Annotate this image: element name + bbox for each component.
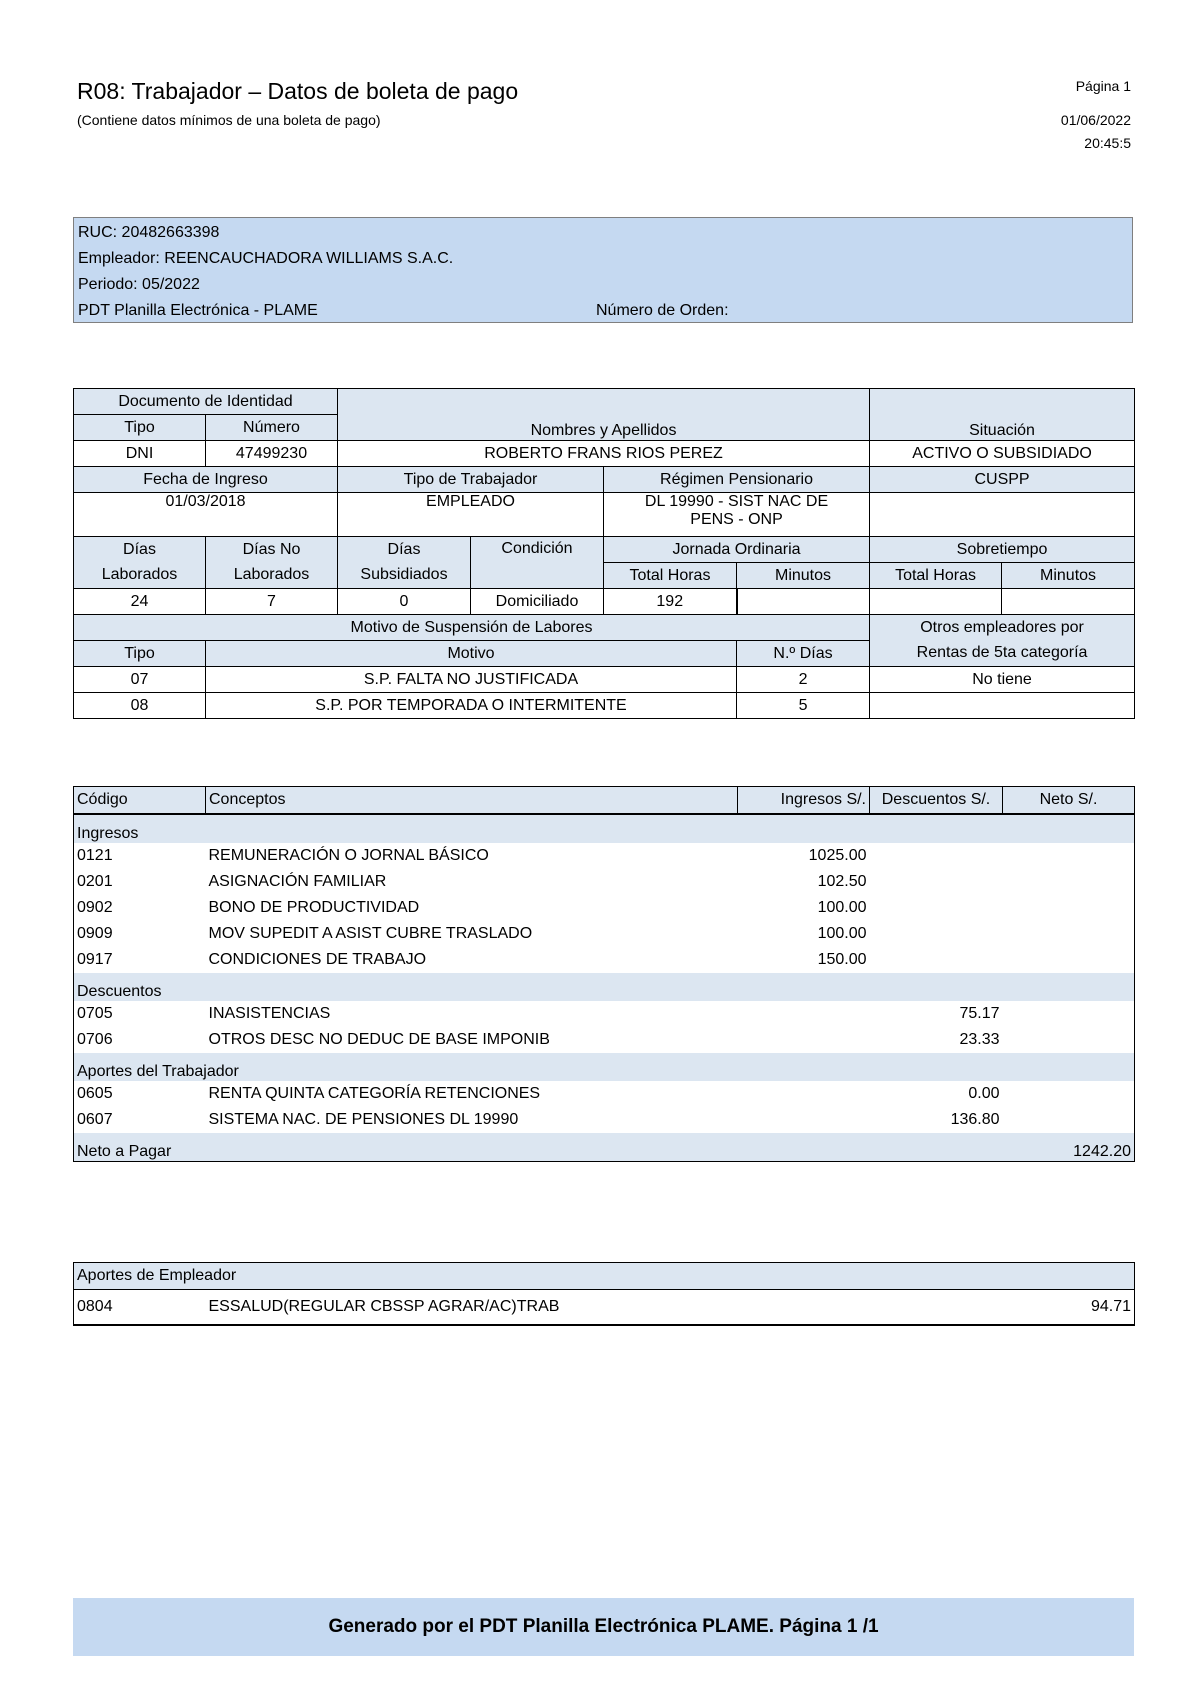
concept-code: 0121 [77,847,113,864]
otros-empleadores-header-2: Rentas de 5ta categoría [870,641,1135,667]
suspension-motivo-header: Motivo [206,641,737,667]
doc-tipo-value: DNI [74,441,206,467]
concept-code: 0201 [77,873,113,890]
jornada-horas-value: 192 [604,589,737,615]
concept-code: 0607 [77,1111,113,1128]
suspension-tipo-value: 07 [74,667,206,693]
concept-name: OTROS DESC NO DEDUC DE BASE IMPONIB [208,1031,550,1048]
regimen-header: Régimen Pensionario [604,467,870,493]
report-date: 01/06/2022 [1060,112,1131,128]
jornada-header: Jornada Ordinaria [604,537,870,563]
employer-pdt: PDT Planilla Electrónica - PLAME [78,302,318,319]
doc-numero-value: 47499230 [206,441,338,467]
fecha-ingreso-header: Fecha de Ingreso [74,467,338,493]
aportes-empleador-label: Aportes de Empleador [74,1263,1135,1290]
fecha-ingreso-value: 01/03/2018 [74,493,338,537]
descuento-amount: 23.33 [959,1031,1000,1048]
situacion-value: ACTIVO O SUBSIDIADO [870,441,1135,467]
cuspp-header: CUSPP [870,467,1135,493]
sobretiempo-horas-header: Total Horas [870,563,1002,589]
codigo-header: Código [74,787,206,815]
page-footer: Generado por el PDT Planilla Electrónica PLAME. Página 1 /1 [73,1598,1134,1656]
concept-code: 0909 [77,925,113,942]
names-header: Nombres y Apellidos [338,389,870,441]
suspension-motivo-value: S.P. POR TEMPORADA O INTERMITENTE [206,693,737,719]
situacion-header: Situación [870,389,1135,441]
descuentos-header: Descuentos S/. [870,787,1003,815]
dias-subsidiados-header-1: Días [338,537,471,563]
aporte-amount: 0.00 [968,1085,1000,1102]
aporte-amount: 136.80 [950,1111,1000,1128]
concept-code: 0804 [74,1290,206,1326]
employer-period: Periodo: 05/2022 [78,276,200,293]
concept-code: 0706 [77,1031,113,1048]
concept-name: SISTEMA NAC. DE PENSIONES DL 19990 [208,1111,519,1128]
jornada-minutos-value [737,589,870,615]
descuento-amount: 75.17 [959,1005,1000,1022]
condicion-value: Domiciliado [471,589,604,615]
concept-name: CONDICIONES DE TRABAJO [208,951,427,968]
dias-no-laborados-header-2: Laborados [206,563,338,589]
employer-ruc: RUC: 20482663398 [78,224,220,241]
suspension-tipo-header: Tipo [74,641,206,667]
doc-tipo-header: Tipo [74,415,206,441]
concepts-table [73,786,1135,1162]
concept-code: 0917 [77,951,113,968]
report-time: 20:45:5 [1084,135,1131,151]
dias-subsidiados-value: 0 [338,589,471,615]
dias-no-laborados-header-1: Días No [206,537,338,563]
otros-empleadores-header-1: Otros empleadores por [870,615,1135,641]
jornada-minutos-header: Minutos [737,563,870,589]
suspension-tipo-value: 08 [74,693,206,719]
neto-pagar-amount: 1242.20 [1003,1133,1135,1162]
page-number: Página 1 [1075,78,1131,94]
tipo-trabajador-value: EMPLEADO [338,493,604,537]
jornada-horas-header: Total Horas [604,563,737,589]
aporte-empleador-amount: 94.71 [1003,1290,1135,1326]
neto-pagar-label: Neto a Pagar [74,1133,1003,1162]
dias-laborados-header-1: Días [74,537,206,563]
conceptos-header: Conceptos [206,787,738,815]
concept-code: 0902 [77,899,113,916]
ingresos-header: Ingresos S/. [738,787,870,815]
employer-contributions-table [73,1262,1135,1326]
dias-subsidiados-header-2: Subsidiados [338,563,471,589]
concept-name: BONO DE PRODUCTIVIDAD [208,899,420,916]
worker-data-table [73,388,1135,719]
dias-laborados-value: 24 [74,589,206,615]
dias-no-laborados-value: 7 [206,589,338,615]
otros-empleadores-value: No tiene [870,667,1135,693]
ingreso-amount: 1025.00 [808,847,867,864]
sobretiempo-horas-value [870,589,1002,615]
regimen-value: DL 19990 - SIST NAC DE PENS - ONP [604,493,870,537]
suspension-dias-value: 2 [737,667,870,693]
cuspp-value [870,493,1135,537]
condicion-header: Condición [471,537,604,589]
concept-name: ESSALUD(REGULAR CBSSP AGRAR/AC)TRAB [206,1290,1003,1326]
concept-code: 0605 [77,1085,113,1102]
tipo-trabajador-header: Tipo de Trabajador [338,467,604,493]
concept-name: REMUNERACIÓN O JORNAL BÁSICO [208,847,489,864]
suspension-header: Motivo de Suspensión de Labores [74,615,870,641]
otros-empleadores-empty [870,693,1135,719]
concept-code: 0705 [77,1005,113,1022]
suspension-motivo-value: S.P. FALTA NO JUSTIFICADA [206,667,737,693]
aportes-section-label: Aportes del Trabajador [74,1053,1135,1081]
concept-name: RENTA QUINTA CATEGORÍA RETENCIONES [208,1085,541,1102]
sobretiempo-minutos-value [1002,589,1135,615]
suspension-dias-header: N.º Días [737,641,870,667]
page-title: R08: Trabajador – Datos de boleta de pago [77,78,519,104]
concept-name: INASISTENCIAS [208,1005,331,1022]
ingreso-amount: 102.50 [817,873,867,890]
employer-name: Empleador: REENCAUCHADORA WILLIAMS S.A.C. [78,250,454,267]
sobretiempo-header: Sobretiempo [870,537,1135,563]
employer-order-number: Número de Orden: [596,302,729,319]
concept-name: MOV SUPEDIT A ASIST CUBRE TRASLADO [208,925,533,942]
dias-laborados-header-2: Laborados [74,563,206,589]
ingresos-section-label: Ingresos [74,814,1135,843]
suspension-dias-value: 5 [737,693,870,719]
doc-numero-header: Número [206,415,338,441]
employer-info-box [73,217,1133,323]
doc-identity-header: Documento de Identidad [74,389,338,415]
ingreso-amount: 100.00 [817,925,867,942]
page-subtitle: (Contiene datos mínimos de una boleta de pago) [77,112,381,128]
descuentos-section-label: Descuentos [74,973,1135,1001]
neto-header: Neto S/. [1003,787,1135,815]
ingreso-amount: 100.00 [817,899,867,916]
concept-name: ASIGNACIÓN FAMILIAR [208,873,387,890]
ingreso-amount: 150.00 [817,951,867,968]
sobretiempo-minutos-header: Minutos [1002,563,1135,589]
worker-name-value: ROBERTO FRANS RIOS PEREZ [338,441,870,467]
